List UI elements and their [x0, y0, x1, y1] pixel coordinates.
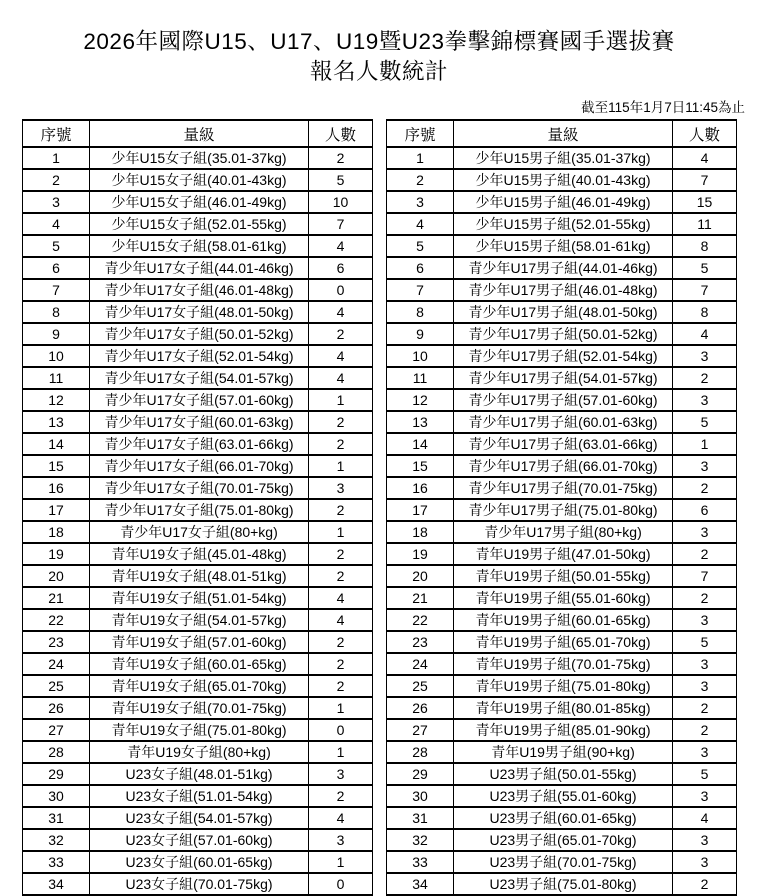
cell-seq: 18 [23, 521, 90, 543]
cell-count: 5 [673, 631, 737, 653]
cell-count: 0 [309, 719, 373, 741]
cell-weight-class: 少年U15男子組(58.01-61kg) [454, 235, 673, 257]
cell-count: 2 [309, 323, 373, 345]
cell-count: 3 [673, 609, 737, 631]
cell-count: 3 [673, 785, 737, 807]
cell-weight-class: 青年U19女子組(57.01-60kg) [90, 631, 309, 653]
cell-weight-class: 少年U15女子組(35.01-37kg) [90, 147, 309, 169]
cell-weight-class: 青少年U17女子組(50.01-52kg) [90, 323, 309, 345]
table-row [387, 763, 737, 785]
cell-weight-class: 青少年U17女子組(54.01-57kg) [90, 367, 309, 389]
cell-count: 0 [309, 873, 373, 895]
table-row [23, 719, 373, 741]
table-row [23, 807, 373, 829]
cutoff-timestamp-note: 截至115年1月7日11:45為止 [581, 100, 745, 115]
cell-weight-class: 青少年U17男子組(60.01-63kg) [454, 411, 673, 433]
cell-weight-class: U23男子組(50.01-55kg) [454, 763, 673, 785]
cell-seq: 8 [387, 301, 454, 323]
cell-count: 2 [673, 587, 737, 609]
cell-weight-class: 青少年U17女子組(80+kg) [90, 521, 309, 543]
cell-count: 2 [309, 543, 373, 565]
cell-seq: 1 [387, 147, 454, 169]
cell-count: 2 [309, 499, 373, 521]
cell-weight-class: 青年U19女子組(45.01-48kg) [90, 543, 309, 565]
cell-seq: 27 [23, 719, 90, 741]
cell-weight-class: 少年U15女子組(52.01-55kg) [90, 213, 309, 235]
table-row [387, 697, 737, 719]
cell-count: 3 [673, 851, 737, 873]
table-row [23, 477, 373, 499]
cell-count: 3 [673, 741, 737, 763]
cell-seq: 3 [23, 191, 90, 213]
cell-seq: 33 [23, 851, 90, 873]
cell-weight-class: U23女子組(57.01-60kg) [90, 829, 309, 851]
cell-seq: 13 [23, 411, 90, 433]
col-header-weight-class: 量級 [90, 120, 309, 147]
cell-weight-class: 青少年U17男子組(54.01-57kg) [454, 367, 673, 389]
cell-seq: 29 [23, 763, 90, 785]
cell-count: 2 [673, 367, 737, 389]
cell-weight-class: 青少年U17男子組(75.01-80kg) [454, 499, 673, 521]
cell-seq: 7 [23, 279, 90, 301]
cell-count: 1 [309, 389, 373, 411]
table-row [387, 785, 737, 807]
cell-count: 2 [673, 873, 737, 895]
table-row [387, 169, 737, 191]
cell-weight-class: U23男子組(55.01-60kg) [454, 785, 673, 807]
cell-count: 4 [309, 367, 373, 389]
cell-weight-class: 青少年U17女子組(70.01-75kg) [90, 477, 309, 499]
cell-count: 11 [673, 213, 737, 235]
table-row [23, 785, 373, 807]
cell-weight-class: 青少年U17男子組(57.01-60kg) [454, 389, 673, 411]
table-row [23, 367, 373, 389]
cell-count: 2 [309, 565, 373, 587]
table-row [23, 851, 373, 873]
cell-seq: 20 [387, 565, 454, 587]
cell-count: 4 [309, 807, 373, 829]
cell-weight-class: 青少年U17女子組(44.01-46kg) [90, 257, 309, 279]
table-row [23, 323, 373, 345]
cell-seq: 30 [23, 785, 90, 807]
cell-weight-class: 青年U19男子組(70.01-75kg) [454, 653, 673, 675]
cell-seq: 14 [387, 433, 454, 455]
cell-count: 7 [309, 213, 373, 235]
cell-count: 2 [309, 785, 373, 807]
cell-seq: 33 [387, 851, 454, 873]
table-row [387, 499, 737, 521]
table-row [23, 147, 373, 169]
cell-count: 2 [309, 433, 373, 455]
table-row [387, 455, 737, 477]
cell-count: 4 [309, 587, 373, 609]
table-row [23, 543, 373, 565]
table-row [23, 345, 373, 367]
table-row [387, 367, 737, 389]
table-row [387, 389, 737, 411]
cell-seq: 2 [23, 169, 90, 191]
cell-weight-class: 青年U19女子組(60.01-65kg) [90, 653, 309, 675]
table-row [387, 609, 737, 631]
table-row [23, 873, 373, 895]
cell-weight-class: 少年U15男子組(40.01-43kg) [454, 169, 673, 191]
cell-weight-class: U23男子組(60.01-65kg) [454, 807, 673, 829]
cell-weight-class: 青少年U17女子組(46.01-48kg) [90, 279, 309, 301]
cell-seq: 26 [23, 697, 90, 719]
header-row [387, 120, 737, 147]
cell-weight-class: 青少年U17女子組(63.01-66kg) [90, 433, 309, 455]
table-row [387, 807, 737, 829]
cell-seq: 17 [387, 499, 454, 521]
cell-weight-class: 青年U19女子組(48.01-51kg) [90, 565, 309, 587]
table-row [387, 631, 737, 653]
cell-weight-class: 青年U19女子組(51.01-54kg) [90, 587, 309, 609]
table-row [387, 257, 737, 279]
cell-seq: 12 [23, 389, 90, 411]
cell-seq: 28 [387, 741, 454, 763]
table-row [387, 411, 737, 433]
table-row [23, 455, 373, 477]
cell-count: 2 [673, 719, 737, 741]
table-row [23, 433, 373, 455]
cell-count: 2 [673, 477, 737, 499]
cell-count: 4 [309, 235, 373, 257]
cell-weight-class: 青少年U17男子組(48.01-50kg) [454, 301, 673, 323]
cell-weight-class: 青少年U17女子組(66.01-70kg) [90, 455, 309, 477]
cell-seq: 10 [387, 345, 454, 367]
cell-seq: 29 [387, 763, 454, 785]
table-row [23, 235, 373, 257]
cell-count: 8 [673, 235, 737, 257]
cell-seq: 34 [23, 873, 90, 895]
cell-weight-class: 青少年U17女子組(60.01-63kg) [90, 411, 309, 433]
cell-seq: 20 [23, 565, 90, 587]
table-row [387, 301, 737, 323]
cell-count: 15 [673, 191, 737, 213]
table-row [387, 741, 737, 763]
cell-seq: 32 [23, 829, 90, 851]
table-row [387, 521, 737, 543]
cell-weight-class: 青少年U17男子組(52.01-54kg) [454, 345, 673, 367]
table-row [23, 257, 373, 279]
cell-count: 7 [673, 169, 737, 191]
table-row [387, 191, 737, 213]
cell-count: 2 [309, 675, 373, 697]
table-row [387, 873, 737, 895]
cell-seq: 19 [23, 543, 90, 565]
cell-seq: 22 [387, 609, 454, 631]
cell-seq: 15 [23, 455, 90, 477]
cell-seq: 16 [387, 477, 454, 499]
cell-weight-class: 青少年U17女子組(48.01-50kg) [90, 301, 309, 323]
cell-count: 1 [673, 433, 737, 455]
cell-count: 7 [673, 565, 737, 587]
cell-count: 6 [309, 257, 373, 279]
cell-weight-class: 青少年U17女子組(75.01-80kg) [90, 499, 309, 521]
cell-weight-class: U23女子組(51.01-54kg) [90, 785, 309, 807]
cell-seq: 21 [23, 587, 90, 609]
cell-seq: 21 [387, 587, 454, 609]
table-row [387, 719, 737, 741]
cell-weight-class: U23女子組(60.01-65kg) [90, 851, 309, 873]
cell-seq: 6 [387, 257, 454, 279]
cell-seq: 5 [23, 235, 90, 257]
cell-weight-class: 青少年U17女子組(57.01-60kg) [90, 389, 309, 411]
cell-seq: 11 [387, 367, 454, 389]
cell-weight-class: 青年U19女子組(75.01-80kg) [90, 719, 309, 741]
header-row [23, 120, 373, 147]
table-row [387, 851, 737, 873]
table-row [387, 279, 737, 301]
cell-seq: 6 [23, 257, 90, 279]
cell-seq: 1 [23, 147, 90, 169]
cell-count: 4 [673, 147, 737, 169]
cell-weight-class: 青少年U17男子組(70.01-75kg) [454, 477, 673, 499]
cell-weight-class: 青年U19男子組(90+kg) [454, 741, 673, 763]
cell-weight-class: U23男子組(75.01-80kg) [454, 873, 673, 895]
cell-weight-class: 少年U15女子組(58.01-61kg) [90, 235, 309, 257]
cell-weight-class: U23女子組(48.01-51kg) [90, 763, 309, 785]
cell-weight-class: 少年U15男子組(46.01-49kg) [454, 191, 673, 213]
cell-seq: 13 [387, 411, 454, 433]
cell-weight-class: 青少年U17男子組(80+kg) [454, 521, 673, 543]
cell-seq: 32 [387, 829, 454, 851]
cell-count: 3 [673, 345, 737, 367]
table-row [23, 829, 373, 851]
cell-count: 5 [309, 169, 373, 191]
cell-count: 1 [309, 521, 373, 543]
cell-seq: 22 [23, 609, 90, 631]
cell-count: 3 [673, 829, 737, 851]
cell-count: 0 [309, 279, 373, 301]
table-row [387, 433, 737, 455]
cell-seq: 34 [387, 873, 454, 895]
table-row [23, 169, 373, 191]
table-row [387, 147, 737, 169]
cell-count: 2 [309, 411, 373, 433]
title-block [0, 0, 758, 87]
cell-weight-class: 青年U19女子組(70.01-75kg) [90, 697, 309, 719]
cell-count: 5 [673, 763, 737, 785]
col-header-seq: 序號 [23, 120, 90, 147]
table-row [23, 763, 373, 785]
cell-count: 4 [673, 807, 737, 829]
cell-weight-class: 少年U15女子組(40.01-43kg) [90, 169, 309, 191]
cell-weight-class: U23男子組(65.01-70kg) [454, 829, 673, 851]
table-row [387, 213, 737, 235]
cell-count: 3 [309, 763, 373, 785]
col-header-weight-class: 量級 [454, 120, 673, 147]
cell-seq: 4 [387, 213, 454, 235]
table-row [23, 609, 373, 631]
cell-count: 2 [309, 147, 373, 169]
cell-count: 1 [309, 455, 373, 477]
cell-seq: 11 [23, 367, 90, 389]
cell-seq: 27 [387, 719, 454, 741]
cell-count: 1 [309, 851, 373, 873]
cell-weight-class: U23女子組(70.01-75kg) [90, 873, 309, 895]
cell-weight-class: 青年U19男子組(80.01-85kg) [454, 697, 673, 719]
cell-weight-class: 青少年U17男子組(50.01-52kg) [454, 323, 673, 345]
table-row [387, 653, 737, 675]
cell-seq: 4 [23, 213, 90, 235]
table-row [23, 653, 373, 675]
cell-count: 3 [673, 653, 737, 675]
cell-count: 2 [309, 631, 373, 653]
cell-weight-class: U23女子組(54.01-57kg) [90, 807, 309, 829]
cell-weight-class: 青年U19男子組(75.01-80kg) [454, 675, 673, 697]
cell-weight-class: 青少年U17女子組(52.01-54kg) [90, 345, 309, 367]
cell-seq: 3 [387, 191, 454, 213]
cell-count: 4 [309, 345, 373, 367]
table-row [23, 741, 373, 763]
cell-count: 4 [309, 609, 373, 631]
cell-seq: 14 [23, 433, 90, 455]
cell-seq: 16 [23, 477, 90, 499]
cell-weight-class: 青年U19女子組(54.01-57kg) [90, 609, 309, 631]
cell-seq: 18 [387, 521, 454, 543]
cell-seq: 23 [387, 631, 454, 653]
document-title-line-1: 2026年國際U15、U17、U19暨U23拳擊錦標賽國手選拔賽 [83, 29, 675, 54]
table-row [387, 675, 737, 697]
cell-seq: 9 [387, 323, 454, 345]
cell-seq: 2 [387, 169, 454, 191]
table-row [387, 587, 737, 609]
cell-count: 4 [673, 323, 737, 345]
cell-weight-class: 青年U19男子組(55.01-60kg) [454, 587, 673, 609]
cell-seq: 26 [387, 697, 454, 719]
cell-count: 7 [673, 279, 737, 301]
col-header-seq: 序號 [387, 120, 454, 147]
cell-weight-class: 青年U19女子組(80+kg) [90, 741, 309, 763]
cell-seq: 23 [23, 631, 90, 653]
table-row [23, 697, 373, 719]
table-row [387, 323, 737, 345]
cell-count: 2 [309, 653, 373, 675]
table-row [23, 191, 373, 213]
cell-weight-class: U23男子組(70.01-75kg) [454, 851, 673, 873]
table-row [23, 631, 373, 653]
cell-weight-class: 青少年U17男子組(46.01-48kg) [454, 279, 673, 301]
cell-count: 3 [673, 389, 737, 411]
table-row [23, 279, 373, 301]
cell-seq: 28 [23, 741, 90, 763]
cell-count: 3 [309, 477, 373, 499]
cell-count: 5 [673, 257, 737, 279]
cell-seq: 15 [387, 455, 454, 477]
cell-count: 5 [673, 411, 737, 433]
cell-seq: 5 [387, 235, 454, 257]
cell-count: 3 [673, 521, 737, 543]
table-row [23, 389, 373, 411]
table-row [387, 829, 737, 851]
registration-table-women [22, 119, 373, 896]
cell-seq: 31 [23, 807, 90, 829]
table-row [23, 587, 373, 609]
cell-seq: 17 [23, 499, 90, 521]
cell-weight-class: 青年U19男子組(65.01-70kg) [454, 631, 673, 653]
registration-table-men [386, 119, 737, 896]
col-header-count: 人數 [309, 120, 373, 147]
table-row [23, 521, 373, 543]
cell-seq: 30 [387, 785, 454, 807]
cell-weight-class: 青年U19男子組(60.01-65kg) [454, 609, 673, 631]
table-row [387, 345, 737, 367]
cell-weight-class: 青年U19男子組(47.01-50kg) [454, 543, 673, 565]
cell-seq: 24 [387, 653, 454, 675]
table-row [387, 543, 737, 565]
cell-count: 10 [309, 191, 373, 213]
cell-weight-class: 青年U19男子組(50.01-55kg) [454, 565, 673, 587]
table-row [23, 411, 373, 433]
cell-weight-class: 少年U15男子組(35.01-37kg) [454, 147, 673, 169]
table-row [23, 301, 373, 323]
table-row [23, 499, 373, 521]
cell-count: 6 [673, 499, 737, 521]
cell-seq: 7 [387, 279, 454, 301]
cell-weight-class: 青少年U17男子組(63.01-66kg) [454, 433, 673, 455]
table-row [23, 565, 373, 587]
tables-container [0, 119, 758, 896]
document-title-line-2: 報名人數統計 [309, 59, 448, 84]
cell-seq: 10 [23, 345, 90, 367]
cell-count: 3 [673, 675, 737, 697]
table-row [387, 565, 737, 587]
cell-weight-class: 少年U15男子組(52.01-55kg) [454, 213, 673, 235]
cell-weight-class: 青少年U17男子組(44.01-46kg) [454, 257, 673, 279]
cell-seq: 24 [23, 653, 90, 675]
table-row [387, 477, 737, 499]
cell-seq: 12 [387, 389, 454, 411]
cell-weight-class: 青年U19男子組(85.01-90kg) [454, 719, 673, 741]
cell-seq: 9 [23, 323, 90, 345]
table-row [23, 675, 373, 697]
cell-seq: 19 [387, 543, 454, 565]
cell-count: 1 [309, 741, 373, 763]
cell-count: 4 [309, 301, 373, 323]
cell-count: 2 [673, 697, 737, 719]
table-row [387, 235, 737, 257]
cell-seq: 8 [23, 301, 90, 323]
cell-weight-class: 青年U19女子組(65.01-70kg) [90, 675, 309, 697]
col-header-count: 人數 [673, 120, 737, 147]
cell-count: 2 [673, 543, 737, 565]
cell-seq: 25 [23, 675, 90, 697]
cell-weight-class: 少年U15女子組(46.01-49kg) [90, 191, 309, 213]
cell-count: 3 [309, 829, 373, 851]
cell-seq: 25 [387, 675, 454, 697]
cell-weight-class: 青少年U17男子組(66.01-70kg) [454, 455, 673, 477]
cell-seq: 31 [387, 807, 454, 829]
cell-count: 1 [309, 697, 373, 719]
cell-count: 8 [673, 301, 737, 323]
table-row [23, 213, 373, 235]
cell-count: 3 [673, 455, 737, 477]
